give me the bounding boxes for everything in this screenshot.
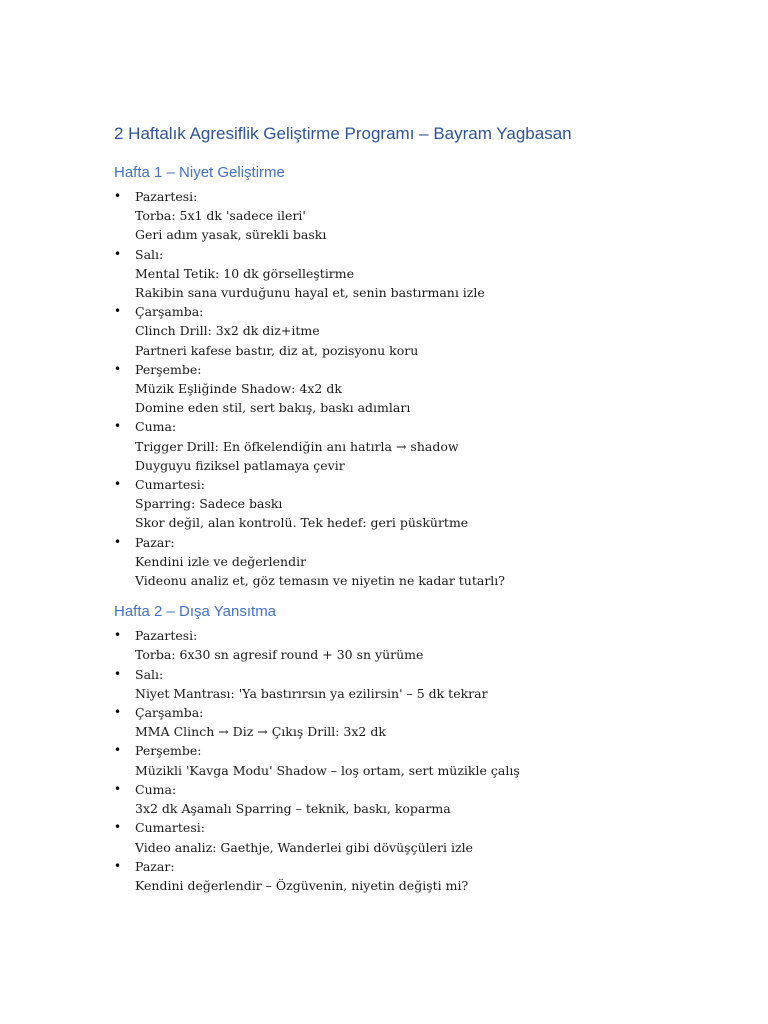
day-name: Çarşamba: (135, 304, 204, 320)
week-1-title: Hafta 1 – Niyet Geliştirme (114, 164, 285, 181)
week-1-section (114, 163, 708, 590)
list-item (114, 245, 708, 303)
bullet-icon: • (114, 246, 122, 261)
bullet-icon: • (114, 419, 122, 434)
list-item (114, 360, 708, 418)
day-detail: Domine eden stil, sert bakış, baskı adımları (135, 400, 411, 416)
list-item (114, 703, 708, 741)
list-item (114, 818, 708, 856)
day-name: Perşembe: (135, 361, 202, 377)
day-name: Çarşamba: (135, 705, 204, 721)
list-item (114, 417, 708, 475)
day-name: Salı: (135, 666, 164, 682)
list-item (114, 665, 708, 703)
bullet-icon: • (114, 705, 122, 720)
list-item (114, 187, 708, 245)
day-detail: Clinch Drill: 3x2 dk diz+itme (135, 323, 320, 339)
day-detail: Rakibin sana vurduğunu hayal et, senin bastırmanı izle (135, 285, 485, 301)
list-item (114, 857, 708, 895)
bullet-icon: • (114, 820, 122, 835)
day-name: Cumartesi: (135, 477, 205, 493)
day-detail: Niyet Mantrası: 'Ya bastırırsın ya ezilirsin' – 5 dk tekrar (135, 685, 488, 701)
bullet-icon: • (114, 189, 122, 203)
day-detail: Geri adım yasak, sürekli baskı (135, 227, 327, 243)
bullet-icon: • (114, 743, 122, 758)
list-item (114, 533, 708, 591)
day-name: Cuma: (135, 781, 177, 797)
day-detail: Kendini değerlendir – Özgüvenin, niyetin değişti mi? (135, 877, 469, 893)
bullet-icon: • (114, 628, 122, 643)
day-detail: Video analiz: Gaethje, Wanderlei gibi dövüşçüleri izle (135, 839, 473, 855)
day-detail: Mental Tetik: 10 dk görselleştirme (135, 265, 355, 281)
week-1-day-list (114, 187, 708, 590)
document-title: 2 Haftalık Agresiflik Geliştirme Programı – Bayram Yagbasan (114, 124, 572, 143)
week-2-title: Hafta 2 – Dışa Yansıtma (114, 603, 277, 621)
bullet-icon: • (114, 781, 122, 796)
day-detail: Kendini izle ve değerlendir (135, 553, 307, 569)
day-name: Salı: (135, 246, 164, 262)
day-detail: Skor değil, alan kontrolü. Tek hedef: geri püskürtme (135, 515, 469, 531)
bullet-icon: • (114, 304, 122, 319)
list-item (114, 780, 708, 818)
week-2-section (114, 602, 708, 895)
day-name: Perşembe: (135, 743, 202, 759)
day-detail: MMA Clinch → Diz → Çıkış Drill: 3x2 dk (135, 724, 386, 740)
day-name: Cumartesi: (135, 820, 205, 836)
list-item (114, 302, 708, 360)
bullet-icon: • (114, 858, 122, 873)
day-detail: Partneri kafese bastır, diz at, pozisyonu koru (135, 342, 419, 358)
list-item (114, 626, 708, 664)
day-name: Pazar: (135, 858, 175, 874)
list-item (114, 475, 708, 533)
day-detail: Torba: 6x30 sn agresif round + 30 sn yürüme (135, 647, 424, 663)
day-name: Pazartesi: (135, 628, 198, 644)
bullet-icon: • (114, 361, 122, 376)
day-detail: Duyguyu fiziksel patlamaya çevir (135, 457, 345, 473)
day-detail: Trigger Drill: En öfkelendiğin anı hatırla → shadow (135, 438, 459, 454)
day-name: Pazartesi: (135, 189, 198, 204)
bullet-icon: • (114, 666, 122, 681)
week-2-day-list (114, 626, 708, 895)
list-item (114, 741, 708, 779)
day-detail: 3x2 dk Aşamalı Sparring – teknik, baskı, koparma (135, 801, 451, 817)
day-detail: Müzikli 'Kavga Modu' Shadow – loş ortam, sert müzikle çalış (135, 762, 520, 778)
day-name: Pazar: (135, 534, 175, 550)
day-name: Cuma: (135, 419, 177, 435)
day-detail: Sparring: Sadece baskı (135, 496, 283, 512)
day-detail: Torba: 5x1 dk 'sadece ileri' (135, 208, 306, 224)
bullet-icon: • (114, 477, 122, 492)
bullet-icon: • (114, 534, 122, 549)
day-detail: Müzik Eşliğinde Shadow: 4x2 dk (135, 381, 342, 397)
day-detail: Videonu analiz et, göz temasın ve niyetin ne kadar tutarlı? (135, 573, 505, 589)
